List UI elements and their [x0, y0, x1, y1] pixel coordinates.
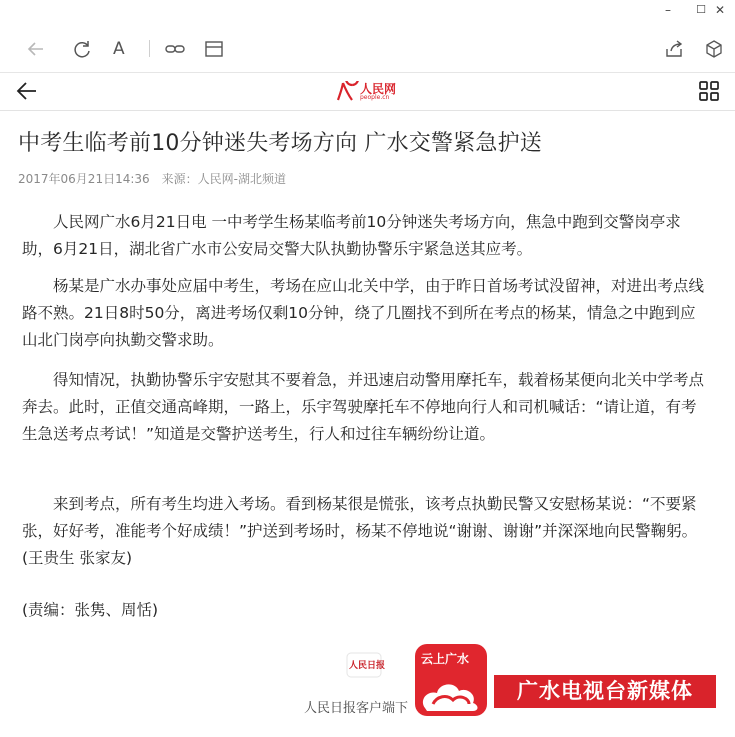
article-source[interactable]: 来源：人民网-湖北频道: [161, 172, 287, 186]
reader-font-button[interactable]: A: [113, 39, 125, 59]
article-paragraph: 得知情况，执勤协警乐宇安慰其不要着急，并迅速启动警用摩托车，载着杨某便向北关中学考点奔去。此时，正值交通高峰期，一路上，乐宇驾驶摩托车不停地向行人和司机喊话：“请让道，有考生急送考点考试！”知道是交警护送考生，行人和过往车辆纷纷让道。: [22, 371, 705, 443]
app-logo-text: 人民日报: [349, 661, 386, 671]
grid-menu-icon[interactable]: [698, 80, 720, 102]
minimize-button[interactable]: –: [665, 3, 671, 17]
site-logo[interactable]: [337, 79, 396, 105]
refresh-icon[interactable]: [71, 38, 93, 60]
close-button[interactable]: ✕: [714, 3, 726, 17]
article-title: 中考生临考前10分钟迷失考场方向 广水交警紧急护送: [18, 131, 542, 156]
link-icon[interactable]: [164, 38, 186, 60]
cloud-icon: [419, 668, 483, 712]
promo-app-icon[interactable]: [415, 644, 487, 716]
logo-subtext: people.cn: [360, 94, 390, 101]
promo-app-name[interactable]: 广水电视台新媒体: [494, 675, 716, 708]
promo-icon-text: 云上广水: [421, 652, 470, 666]
page-header: [0, 72, 735, 111]
article-paragraph: 来到考点，所有考生均进入考场。看到杨某很是慌张，该考点执勤民警又安慰杨某说：“不要紧张，好好考，准能考个好成绩！”护送到考场时，杨某不停地说“谢谢、谢谢”并深深地向民警鞠躬。(王贵生 张家友): [22, 495, 698, 567]
article-date: 2017年06月21日14:36: [18, 172, 150, 186]
article-paragraph: 杨某是广水办事处应届中考生，考场在应山北关中学，由于昨日首场考试没留神，对进出考点线路不熟。21日8时50分，离进考场仅剩10分钟，绕了几圈找不到所在考点的杨某，情急之中跑到应山北门岗亭向执勤交警求助。: [22, 277, 705, 349]
back-arrow-icon[interactable]: [25, 38, 47, 60]
article-meta: [18, 170, 298, 187]
browser-toolbar: [0, 26, 735, 73]
toolbar-divider: [149, 40, 150, 57]
people-logo-icon: [337, 81, 359, 103]
3d-box-icon[interactable]: [703, 38, 725, 60]
logo-text: 人民网: [360, 82, 397, 96]
share-icon[interactable]: [663, 38, 685, 60]
app-download-caption[interactable]: 人民日报客户端下: [304, 701, 409, 716]
maximize-button[interactable]: ☐: [696, 3, 706, 16]
people-daily-app-logo[interactable]: [346, 650, 386, 684]
reading-view-icon[interactable]: [203, 38, 225, 60]
back-arrow-icon[interactable]: [16, 80, 38, 102]
article-editor: (责编：张隽、周恬): [22, 601, 159, 619]
article-paragraph: 人民网广水6月21日电 一中考学生杨某临考前10分钟迷失考场方向，焦急中跑到交警岗亭求助，6月21日，湖北省广水市公安局交警大队执勤协警乐宇紧急送其应考。: [22, 213, 681, 258]
window-titlebar: [0, 0, 735, 22]
